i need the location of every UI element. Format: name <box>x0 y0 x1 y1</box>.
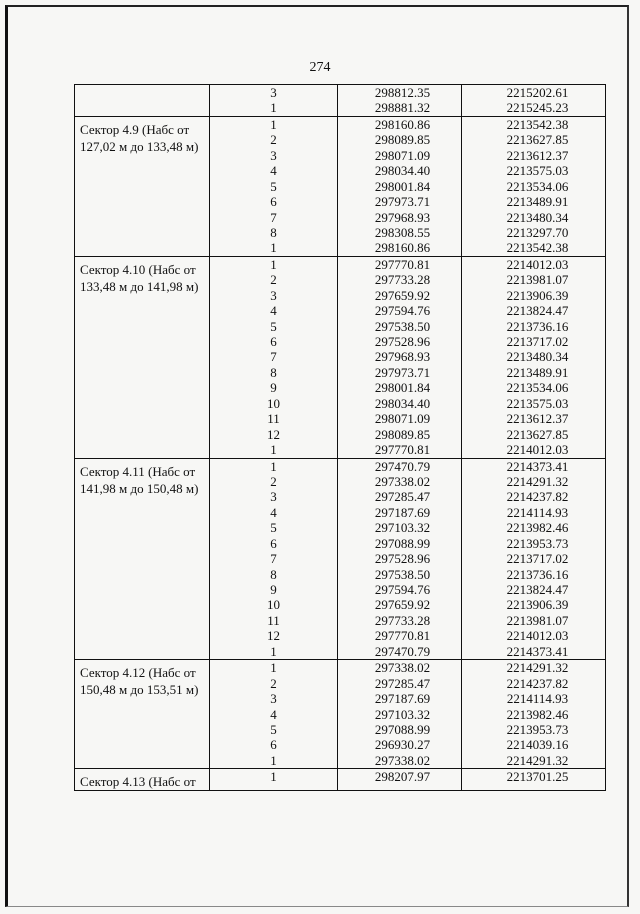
y-coordinate: 2214114.93 <box>506 504 569 520</box>
point-number: 10 <box>267 395 280 411</box>
y-coordinate: 2213736.16 <box>506 566 569 582</box>
point-number: 7 <box>270 209 277 225</box>
x-coordinate: 298001.84 <box>374 380 431 396</box>
x-coordinate: 297088.99 <box>374 721 431 737</box>
y-coordinate: 2214012.03 <box>506 256 569 272</box>
y-coordinate: 2214291.32 <box>506 660 569 676</box>
point-number-column <box>210 769 338 790</box>
y-coordinate: 2213982.46 <box>506 520 569 536</box>
x-coordinate: 297338.02 <box>374 473 431 489</box>
coordinates-table <box>74 84 606 791</box>
x-coordinate: 298812.35 <box>374 85 431 100</box>
x-coordinate: 298160.86 <box>374 116 431 132</box>
y-coordinate: 2215245.23 <box>506 100 569 116</box>
x-coordinate: 298001.84 <box>374 178 431 194</box>
point-number: 2 <box>270 272 277 288</box>
y-coordinate: 2213534.06 <box>506 178 569 194</box>
sector-label: Сектор 4.10 (Набс от 133,48 м до 141,98 м) <box>80 261 199 294</box>
point-number: 9 <box>270 582 277 597</box>
y-coordinate: 2213542.38 <box>506 240 569 256</box>
x-coordinate: 297594.76 <box>374 303 431 319</box>
x-coordinate-column <box>338 660 462 768</box>
point-number: 5 <box>270 318 277 334</box>
point-number: 10 <box>267 597 280 613</box>
x-coordinate: 297338.02 <box>374 752 431 768</box>
y-coordinate: 2213575.03 <box>506 395 569 411</box>
point-number: 3 <box>270 489 277 505</box>
point-number-column <box>210 85 338 116</box>
point-number: 8 <box>270 364 277 380</box>
point-number-column <box>210 459 338 660</box>
point-number: 2 <box>270 132 277 148</box>
y-coordinate-column <box>462 660 605 768</box>
y-coordinate-column <box>462 85 605 116</box>
point-number: 1 <box>270 643 277 659</box>
x-coordinate: 297470.79 <box>374 643 431 659</box>
y-coordinate: 2213953.73 <box>506 721 569 737</box>
y-coordinate: 2213717.02 <box>506 334 569 349</box>
point-number: 12 <box>267 628 280 644</box>
x-coordinate-column <box>338 85 462 116</box>
y-coordinate: 2214114.93 <box>506 691 569 707</box>
sector-cell <box>75 85 210 116</box>
x-coordinate: 297538.50 <box>374 566 431 582</box>
x-coordinate-column <box>338 117 462 256</box>
x-coordinate: 298089.85 <box>374 426 431 442</box>
point-number: 1 <box>270 100 277 116</box>
y-coordinate: 2213480.34 <box>506 209 569 225</box>
x-coordinate: 297088.99 <box>374 535 431 551</box>
x-coordinate: 298071.09 <box>374 147 431 163</box>
x-coordinate: 297968.93 <box>374 349 431 365</box>
y-coordinate: 2213627.85 <box>506 426 569 442</box>
x-coordinate: 298071.09 <box>374 411 431 427</box>
x-coordinate: 297538.50 <box>374 318 431 334</box>
x-coordinate: 297285.47 <box>374 675 431 691</box>
point-number: 11 <box>267 612 280 628</box>
x-coordinate: 297594.76 <box>374 582 431 597</box>
x-coordinate: 298308.55 <box>374 224 431 240</box>
x-coordinate: 297770.81 <box>374 442 431 458</box>
y-coordinate: 2215202.61 <box>506 85 569 100</box>
sector-group <box>75 769 605 791</box>
point-number: 1 <box>270 660 277 676</box>
y-coordinate: 2213906.39 <box>506 597 569 613</box>
y-coordinate: 2213736.16 <box>506 318 569 334</box>
x-coordinate-column <box>338 459 462 660</box>
point-number: 1 <box>270 240 277 256</box>
x-coordinate: 297733.28 <box>374 272 431 288</box>
y-coordinate: 2213701.25 <box>506 769 569 785</box>
sector-label: Сектор 4.9 (Набс от 127,02 м до 133,48 м) <box>80 121 199 154</box>
x-coordinate: 298089.85 <box>374 132 431 148</box>
y-coordinate: 2213480.34 <box>506 349 569 365</box>
point-number: 5 <box>270 178 277 194</box>
page-number: 274 <box>309 60 331 75</box>
x-coordinate: 298034.40 <box>374 163 431 179</box>
point-number: 2 <box>270 473 277 489</box>
point-number: 8 <box>270 224 277 240</box>
sector-label: Сектор 4.12 (Набс от 150,48 м до 153,51 м) <box>80 665 199 698</box>
y-coordinate: 2214373.41 <box>506 643 569 659</box>
y-coordinate: 2213981.07 <box>506 612 569 628</box>
y-coordinate: 2213297.70 <box>506 224 569 240</box>
point-number: 6 <box>270 737 277 753</box>
x-coordinate: 297659.92 <box>374 287 431 303</box>
x-coordinate: 298881.32 <box>374 100 431 116</box>
y-coordinate: 2214237.82 <box>506 675 569 691</box>
y-coordinate: 2214012.03 <box>506 442 569 458</box>
point-number: 3 <box>270 85 277 100</box>
y-coordinate: 2213717.02 <box>506 551 569 567</box>
sector-cell <box>75 459 210 660</box>
sector-group <box>75 117 605 257</box>
x-coordinate: 297285.47 <box>374 489 431 505</box>
point-number: 6 <box>270 535 277 551</box>
y-coordinate: 2213575.03 <box>506 163 569 179</box>
x-coordinate: 297973.71 <box>374 194 431 210</box>
y-coordinate: 2213612.37 <box>506 411 569 427</box>
y-coordinate: 2213542.38 <box>506 116 569 132</box>
point-number: 2 <box>270 675 277 691</box>
y-coordinate-column <box>462 459 605 660</box>
y-coordinate: 2213906.39 <box>506 287 569 303</box>
x-coordinate: 298160.86 <box>374 240 431 256</box>
x-coordinate: 297338.02 <box>374 660 431 676</box>
y-coordinate: 2213953.73 <box>506 535 569 551</box>
point-number: 5 <box>270 721 277 737</box>
point-number: 6 <box>270 334 277 349</box>
x-coordinate: 298034.40 <box>374 395 431 411</box>
y-coordinate: 2214039.16 <box>506 737 569 753</box>
sector-label: Сектор 4.11 (Набс от 141,98 м до 150,48 м) <box>80 463 199 496</box>
point-number: 4 <box>270 706 277 722</box>
point-number: 1 <box>270 458 277 474</box>
x-coordinate: 297770.81 <box>374 628 431 644</box>
y-coordinate: 2213489.91 <box>506 194 569 210</box>
sector-cell <box>75 117 210 256</box>
point-number: 4 <box>270 303 277 319</box>
x-coordinate: 297733.28 <box>374 612 431 628</box>
sector-cell <box>75 660 210 768</box>
y-coordinate-column <box>462 769 605 790</box>
point-number: 1 <box>270 256 277 272</box>
point-number: 1 <box>270 752 277 768</box>
point-number: 5 <box>270 520 277 536</box>
y-coordinate: 2214291.32 <box>506 473 569 489</box>
x-coordinate: 297770.81 <box>374 256 431 272</box>
point-number: 1 <box>270 442 277 458</box>
point-number: 11 <box>267 411 280 427</box>
point-number: 7 <box>270 349 277 365</box>
sector-group <box>75 660 605 769</box>
point-number: 4 <box>270 504 277 520</box>
point-number: 9 <box>270 380 277 396</box>
sector-cell <box>75 769 210 790</box>
x-coordinate: 297659.92 <box>374 597 431 613</box>
x-coordinate: 297187.69 <box>374 504 431 520</box>
y-coordinate: 2213627.85 <box>506 132 569 148</box>
x-coordinate: 298207.97 <box>374 769 431 785</box>
point-number: 3 <box>270 147 277 163</box>
point-number-column <box>210 660 338 768</box>
sector-label: Сектор 4.13 (Набс от <box>80 774 196 790</box>
y-coordinate: 2213612.37 <box>506 147 569 163</box>
y-coordinate-column <box>462 257 605 458</box>
point-number-column <box>210 117 338 256</box>
x-coordinate: 297528.96 <box>374 334 431 349</box>
point-number: 1 <box>270 769 277 785</box>
x-coordinate-column <box>338 769 462 790</box>
y-coordinate: 2213824.47 <box>506 303 569 319</box>
point-number: 12 <box>267 426 280 442</box>
x-coordinate: 297187.69 <box>374 691 431 707</box>
y-coordinate: 2213824.47 <box>506 582 569 597</box>
y-coordinate: 2213982.46 <box>506 706 569 722</box>
y-coordinate: 2214291.32 <box>506 752 569 768</box>
sector-group <box>75 459 605 661</box>
point-number: 6 <box>270 194 277 210</box>
sector-group <box>75 257 605 459</box>
point-number: 3 <box>270 287 277 303</box>
y-coordinate: 2213981.07 <box>506 272 569 288</box>
y-coordinate: 2214373.41 <box>506 458 569 474</box>
x-coordinate: 297968.93 <box>374 209 431 225</box>
x-coordinate: 297973.71 <box>374 364 431 380</box>
y-coordinate: 2214012.03 <box>506 628 569 644</box>
point-number: 7 <box>270 551 277 567</box>
point-number: 1 <box>270 116 277 132</box>
y-coordinate: 2213489.91 <box>506 364 569 380</box>
point-number-column <box>210 257 338 458</box>
x-coordinate-column <box>338 257 462 458</box>
x-coordinate: 297103.32 <box>374 520 431 536</box>
point-number: 4 <box>270 163 277 179</box>
y-coordinate: 2213534.06 <box>506 380 569 396</box>
point-number: 3 <box>270 691 277 707</box>
x-coordinate: 297103.32 <box>374 706 431 722</box>
sector-cell <box>75 257 210 458</box>
x-coordinate: 297470.79 <box>374 458 431 474</box>
point-number: 8 <box>270 566 277 582</box>
y-coordinate-column <box>462 117 605 256</box>
y-coordinate: 2214237.82 <box>506 489 569 505</box>
x-coordinate: 296930.27 <box>374 737 431 753</box>
sector-group <box>75 85 605 117</box>
x-coordinate: 297528.96 <box>374 551 431 567</box>
